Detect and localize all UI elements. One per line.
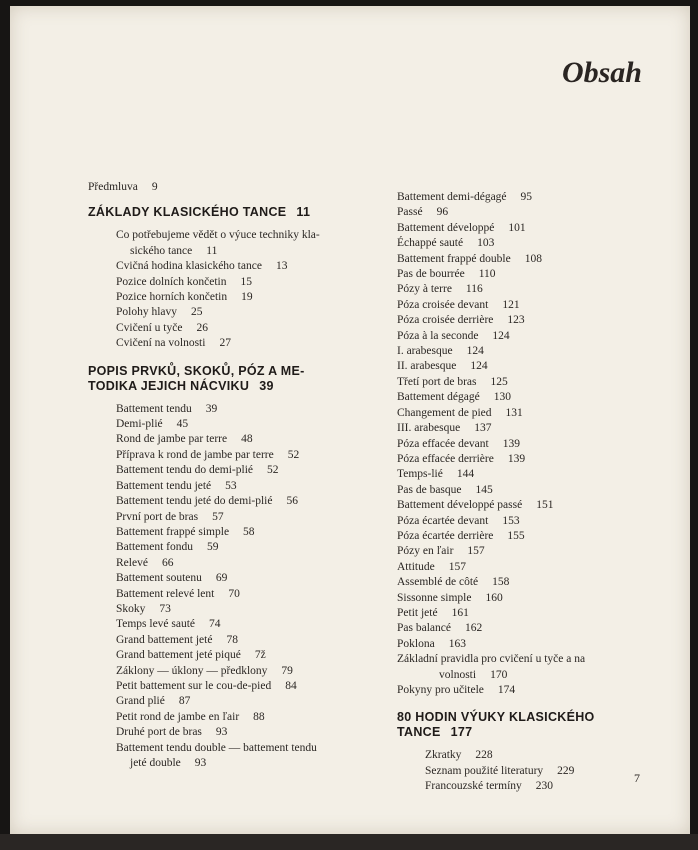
toc-entry (88, 402, 378, 417)
toc-entry (88, 290, 378, 305)
toc-entry (397, 544, 667, 559)
toc-entry-title: Battement tendu (116, 402, 192, 415)
toc-entry (88, 417, 378, 432)
toc-entry-title: Rond de jambe par terre (116, 433, 228, 446)
toc-entry-page: 73 (159, 602, 171, 615)
toc-entry-title: Battement dégagé (397, 391, 480, 404)
toc-entry-page: 145 (475, 483, 493, 496)
toc-entry (88, 679, 378, 694)
toc-entry-title: Battement frappé simple (116, 525, 230, 538)
toc-entry-page: 53 (225, 479, 237, 492)
toc-entry-page: 84 (285, 679, 297, 692)
toc-entry-page: 39 (205, 402, 218, 415)
toc-entry (88, 556, 378, 571)
toc-entry-title: Petit jeté (397, 606, 438, 619)
toc-entry (397, 252, 667, 267)
toc-entry (88, 587, 378, 602)
toc-entry (397, 329, 667, 344)
toc-entry-title: Battement tendu jeté do demi-plié (116, 495, 273, 508)
toc-entry-title: I. arabesque (397, 345, 453, 358)
toc-entry-title: Póza écartée devant (397, 514, 489, 527)
toc-entry-page: 160 (485, 591, 503, 604)
toc-entry (397, 652, 667, 667)
toc-entry-title: Cvičná hodina klasického tance (116, 260, 262, 273)
page-number: 7 (634, 771, 640, 785)
toc-entry (88, 525, 378, 540)
toc-entry-title: Assemblé de côté (397, 576, 479, 589)
toc-entry-page: 59 (206, 541, 219, 554)
toc-entry-title: jeté double (130, 757, 181, 769)
toc-entry-title: Échappé sauté (397, 237, 464, 250)
toc-entry (397, 483, 667, 498)
toc-entry (88, 725, 378, 740)
toc-entry (88, 432, 378, 447)
toc-entry (88, 494, 378, 509)
toc-entry-title: Pózy en ľair (397, 545, 454, 558)
toc-entry-page: 39 (259, 378, 274, 393)
toc-entry (397, 575, 667, 590)
toc-entry-title: Pózy à terre (397, 283, 452, 296)
toc-entry-title: III. arabesque (397, 422, 461, 435)
toc-entry-title: Pas balancé (397, 622, 451, 635)
toc-entry-title: Polohy hlavy (116, 306, 178, 319)
toc-entry-title: První port de bras (116, 510, 199, 523)
toc-entry-page: 78 (226, 633, 238, 646)
toc-entry-page: 93 (215, 726, 228, 739)
toc-entry-page: 70 (228, 587, 240, 600)
toc-entry (88, 305, 378, 320)
toc-entry-page: 88 (253, 710, 265, 723)
toc-entry-page: 230 (535, 780, 554, 793)
toc-entry-title: Petit battement sur le cou-de-pied (116, 679, 272, 692)
toc-entry-page: 153 (502, 514, 520, 527)
toc-column-right (397, 190, 667, 795)
toc-entry (88, 448, 378, 463)
toc-entry (397, 359, 667, 374)
toc-entry-title: Battement frappé double (397, 252, 511, 265)
toc-entry-title: Póza effacée derrière (397, 452, 494, 465)
toc-entry (88, 633, 378, 648)
toc-entry (397, 764, 667, 779)
toc-entry-title: Battement tendu jeté (116, 479, 212, 492)
toc-entry-title: Pas de basque (397, 483, 462, 496)
toc-entry-page: 52 (287, 448, 300, 461)
toc-entry-title: Temps-lié (397, 468, 443, 481)
toc-entry (88, 756, 378, 771)
toc-entry (88, 602, 378, 617)
toc-section-heading (397, 710, 667, 725)
toc-entry (397, 313, 667, 328)
toc-entry-page: 95 (520, 191, 533, 203)
toc-entry-page: 58 (243, 525, 255, 538)
toc-entry-title: Cvičení u tyče (116, 321, 183, 334)
toc-entry-page: 163 (448, 637, 466, 650)
toc-entry-title: Cvičení na volnosti (116, 337, 206, 350)
toc-section-heading (88, 379, 378, 394)
toc-entry (397, 437, 667, 452)
toc-entry-title: Póza écartée derrière (397, 529, 494, 542)
toc-entry (397, 621, 667, 636)
toc-entry-page: 155 (507, 529, 525, 542)
page-edge (0, 834, 698, 850)
toc-entry (397, 498, 667, 513)
toc-entry-title: Póza croisée derrière (397, 314, 494, 327)
toc-entry-title: Třetí port de bras (397, 375, 477, 388)
toc-entry-page: 177 (450, 725, 473, 740)
toc-entry-title: TANCE (397, 725, 441, 740)
toc-entry-page: 228 (475, 749, 493, 762)
toc-entry (397, 421, 667, 436)
toc-entry-page: 56 (286, 495, 298, 508)
toc-entry-page: 103 (477, 237, 495, 250)
toc-entry-title: Příprava k rond de jambe par terre (116, 448, 274, 461)
toc-entry-title: Battement soutenu (116, 572, 202, 585)
toc-entry-page: 124 (492, 329, 510, 342)
toc-entry-page: 66 (161, 556, 174, 569)
toc-entry (397, 514, 667, 529)
toc-entry (88, 479, 378, 494)
toc-entry-page: 57 (212, 510, 224, 523)
toc-entry (88, 510, 378, 525)
toc-entry-page: 87 (178, 695, 191, 708)
toc-entry-title: POPIS PRVKŮ, SKOKŮ, PÓZ A ME- (88, 363, 305, 378)
page-title: Obsah (561, 56, 642, 89)
toc-entry-title: Póza croisée devant (397, 298, 489, 311)
toc-entry (88, 617, 378, 632)
toc-entry-title: Grand battement jeté (116, 633, 213, 646)
toc-entry-page: 130 (493, 391, 511, 404)
toc-entry-title: volnosti (439, 668, 477, 681)
toc-entry-title: Changement de pied (397, 406, 492, 419)
toc-entry-title: Battement demi-dégagé (397, 191, 507, 203)
toc-entry (397, 591, 667, 606)
toc-entry-page: 11 (296, 205, 311, 220)
toc-entry-title: Francouzské termíny (425, 780, 522, 793)
toc-section-heading (88, 205, 378, 220)
toc-column-left (88, 180, 378, 771)
toc-entry-page: 174 (497, 684, 516, 696)
toc-entry-page: 11 (206, 244, 218, 257)
toc-entry-title: Battement relevé lent (116, 587, 215, 600)
toc-entry-page: 125 (490, 375, 508, 388)
toc-entry-page: 121 (502, 298, 520, 311)
toc-entry-page: 101 (508, 221, 526, 234)
toc-entry-title: Temps levé sauté (116, 618, 196, 631)
toc-entry-title: Passé (397, 206, 423, 219)
toc-entry-page: 116 (465, 283, 483, 296)
toc-entry-page: 144 (456, 468, 475, 481)
toc-entry-page: 19 (241, 291, 253, 304)
toc-entry-title: Předmluva (88, 181, 138, 193)
toc-entry-title: Demi-plié (116, 418, 163, 431)
toc-entry-title: Pas de bourrée (397, 268, 465, 281)
toc-entry-title: Zkratky (425, 749, 462, 762)
toc-entry-title: Základní pravidla pro cvičení u tyče a na (397, 653, 586, 666)
toc-entry-page: 158 (492, 576, 510, 589)
toc-entry (397, 606, 667, 621)
toc-entry-title: Battement fondu (116, 541, 193, 554)
toc-entry-title: Poklona (397, 637, 435, 650)
toc-entry-title: Skoky (116, 602, 146, 615)
toc-entry-page: 7ž (254, 649, 266, 662)
toc-entry-title: Petit rond de jambe en ľair (116, 710, 240, 723)
toc-entry-page: 229 (557, 764, 575, 777)
toc-entry-title: TODIKA JEJICH NÁCVIKU (88, 378, 250, 393)
toc-entry (397, 779, 667, 794)
toc-entry-title: Sissonne simple (397, 591, 472, 604)
toc-entry-page: 162 (464, 622, 483, 635)
toc-entry-title: Battement développé (397, 221, 495, 234)
toc-entry (397, 190, 667, 205)
toc-entry-title: Pokyny pro učitele (397, 684, 484, 696)
toc-entry-page: 9 (151, 181, 158, 193)
toc-entry-title: Druhé port de bras (116, 726, 202, 739)
toc-entry (88, 571, 378, 586)
toc-entry (397, 375, 667, 390)
toc-entry-title: Battement tendu do demi-plié (116, 464, 254, 477)
toc-entry (88, 710, 378, 725)
toc-entry (88, 228, 378, 243)
toc-entry (397, 560, 667, 575)
toc-entry-page: 139 (507, 452, 526, 465)
toc-entry-page: 161 (451, 606, 469, 619)
toc-entry-page: 48 (241, 433, 253, 446)
toc-entry (397, 452, 667, 467)
toc-entry-title: ZÁKLADY KLASICKÉHO TANCE (88, 205, 287, 220)
toc-entry (397, 668, 667, 683)
toc-entry (88, 336, 378, 351)
toc-entry-page: 124 (466, 345, 484, 358)
toc-entry-page: 69 (215, 572, 228, 585)
toc-entry-page: 157 (467, 545, 485, 558)
toc-entry-page: 15 (240, 275, 252, 288)
toc-entry (397, 236, 667, 251)
toc-entry (397, 344, 667, 359)
toc-entry (397, 683, 667, 698)
toc-entry-page: 110 (478, 268, 496, 281)
toc-entry (88, 648, 378, 663)
toc-entry (88, 664, 378, 679)
toc-entry-title: Grand battement jeté piqué (116, 649, 241, 662)
toc-entry (397, 529, 667, 544)
toc-entry-page: 131 (505, 406, 523, 419)
toc-entry-page: 157 (448, 560, 466, 573)
toc-entry (88, 741, 378, 756)
toc-entry-title: Pozice horních končetin (116, 291, 228, 304)
toc-entry-title: Záklony — úklony — předklony (116, 664, 268, 677)
toc-entry-title: Relevé (116, 556, 148, 569)
toc-entry (397, 298, 667, 313)
toc-entry-page: 137 (474, 422, 492, 435)
toc-entry-page: 45 (176, 418, 189, 431)
toc-entry (88, 321, 378, 336)
toc-entry (397, 267, 667, 282)
toc-section-heading (88, 364, 378, 379)
toc-entry (88, 275, 378, 290)
toc-entry (397, 205, 667, 220)
toc-entry (397, 467, 667, 482)
toc-entry (88, 540, 378, 555)
toc-entry (88, 180, 378, 195)
toc-entry-page: 123 (507, 314, 525, 327)
toc-entry-title: II. arabesque (397, 360, 457, 373)
toc-entry-title: Co potřebujeme vědět o výuce techniky kla- (116, 229, 320, 242)
toc-entry (88, 694, 378, 709)
toc-entry-page: 124 (470, 360, 488, 373)
toc-entry-title: Battement tendu double — battement tendu (116, 741, 317, 754)
toc-entry-page: 74 (209, 618, 221, 631)
toc-entry-page: 108 (524, 252, 542, 265)
toc-entry-page: 26 (196, 321, 208, 334)
toc-entry-title: sického tance (130, 244, 193, 257)
toc-entry-page: 25 (191, 306, 203, 319)
toc-entry (397, 221, 667, 236)
toc-entry-title: Battement développé passé (397, 499, 523, 512)
toc-entry (397, 637, 667, 652)
toc-entry (397, 390, 667, 405)
toc-entry-title: Póza effacée devant (397, 437, 489, 450)
toc-entry-page: 96 (436, 206, 449, 219)
book-page (10, 6, 690, 834)
toc-entry-title: 80 HODIN VÝUKY KLASICKÉHO (397, 710, 595, 725)
toc-entry-page: 52 (267, 464, 279, 477)
toc-entry-page: 170 (490, 668, 508, 681)
toc-entry-title: Póza à la seconde (397, 329, 479, 342)
toc-entry-title: Seznam použité literatury (425, 764, 544, 777)
toc-entry-title: Attitude (397, 560, 435, 573)
toc-section-heading (397, 725, 667, 740)
toc-entry-title: Grand plié (116, 695, 165, 708)
toc-entry (88, 259, 378, 274)
toc-entry (397, 282, 667, 297)
toc-entry (88, 244, 378, 259)
toc-entry (397, 406, 667, 421)
toc-entry-page: 13 (275, 260, 288, 273)
toc-entry (88, 463, 378, 478)
toc-entry (397, 748, 667, 763)
toc-entry-title: Pozice dolních končetin (116, 275, 227, 288)
toc-entry-page: 139 (502, 437, 520, 450)
toc-entry-page: 27 (219, 337, 231, 350)
toc-entry-page: 151 (536, 499, 554, 512)
toc-entry-page: 93 (194, 757, 207, 769)
toc-entry-page: 79 (281, 664, 293, 677)
